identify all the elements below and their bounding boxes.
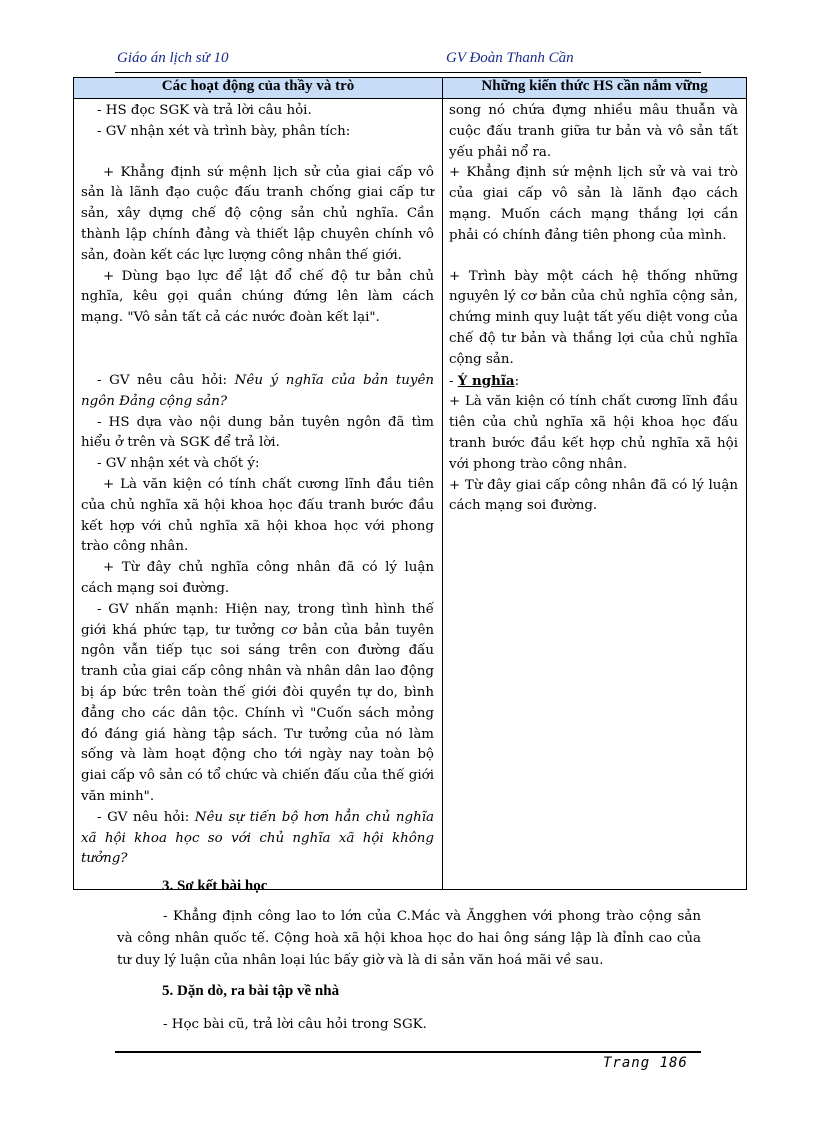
heading-prefix: - xyxy=(449,373,458,389)
activity-paragraph: - HS đọc SGK và trả lời câu hỏi. xyxy=(97,103,312,118)
knowledge-paragraph: + Khẳng định sứ mệnh lịch sử và vai trò của giai cấp vô sản là lãnh đạo cách mạng. Muốn cách mạng thắng lợi cần phải có chính đảng tiên phong của mình. xyxy=(449,165,738,243)
column-header-activities: Các hoạt động của thầy và trò xyxy=(74,78,443,99)
question-text: Nêu sự tiến bộ hơn hẳn chủ nghĩa xã hội khoa học so với chủ nghĩa xã hội không tưởng? xyxy=(81,809,434,867)
header-teacher-name: GV Đoàn Thanh Cần xyxy=(446,50,574,66)
activity-paragraph: - GV nhận xét và trình bày, phân tích: xyxy=(97,123,351,139)
section-5-text: - Học bài cũ, trả lời câu hỏi trong SGK. xyxy=(163,1017,427,1032)
knowledge-paragraph: + Từ đây giai cấp công nhân đã có lý luận cách mạng soi đường. xyxy=(449,477,738,514)
question-text: Nêu ý nghĩa của bản tuyên ngôn Đảng cộng sản? xyxy=(81,372,435,409)
activity-paragraph: + Từ đây chủ nghĩa công nhân đã có lý luận cách mạng soi đường. xyxy=(81,560,434,596)
header-divider xyxy=(115,72,701,73)
knowledge-paragraph: song nó chứa đựng nhiều mâu thuẫn và cuộc đấu tranh giữa tư bản và vô sản tất yếu phải nổ ra. xyxy=(449,103,738,160)
activity-paragraph: + Dùng bạo lực để lật đổ chế độ tư bản chủ nghĩa, kêu gọi quần chúng đứng lên làm cách mạng. "Vô sản tất cả các nước đoàn kết lại". xyxy=(81,268,434,326)
section-3-title: 3. Sơ kết bài học xyxy=(162,878,268,894)
header-left-title: Giáo án lịch sử 10 xyxy=(117,50,229,66)
lesson-table xyxy=(73,77,747,890)
question-prefix: - GV nêu câu hỏi: xyxy=(97,372,235,388)
heading-suffix: : xyxy=(514,373,520,389)
activity-paragraph: + Là văn kiện có tính chất cương lĩnh đầu tiên của chủ nghĩa xã hội khoa học đấu tranh bước đầu kết hợp với chủ nghĩa xã hội khoa học với phong trào công nhân. xyxy=(81,476,434,555)
activity-question xyxy=(81,808,434,870)
activities-cell xyxy=(74,99,443,890)
activity-paragraph: - HS dựa vào nội dung bản tuyên ngôn đã tìm hiểu ở trên và SGK để trả lời. xyxy=(81,414,434,451)
meaning-label: Ý nghĩa xyxy=(457,372,515,389)
knowledge-cell xyxy=(443,99,747,890)
section-5-title: 5. Dặn dò, ra bài tập về nhà xyxy=(162,983,340,999)
activity-question xyxy=(81,371,434,413)
knowledge-paragraph: + Trình bày một cách hệ thống những nguyên lý cơ bản của chủ nghĩa cộng sản, chứng minh quy luật tất yếu diệt vong của chế độ tư bản và thắng lợi của chủ nghĩa cộng sản. xyxy=(449,268,738,367)
footer-divider xyxy=(115,1051,701,1053)
column-header-knowledge: Những kiến thức HS cần nắm vững xyxy=(443,78,747,99)
section-3-text: - Khẳng định công lao to lớn của C.Mác và Ăngghen với phong trào cộng sản và công nhân quốc tế. Cộng hoà xã hội khoa học do hai ông sáng lập là đỉnh cao của tư duy lý luận của nhân loại lúc bấy giờ và là di sản văn hoá mãi về sau. xyxy=(117,909,701,968)
activity-paragraph: - GV nhận xét và chốt ý: xyxy=(97,456,260,472)
question-prefix: - GV nêu hỏi: xyxy=(97,809,195,825)
knowledge-heading xyxy=(449,371,738,393)
activity-paragraph: - GV nhấn mạnh: Hiện nay, trong tình hình thế giới khá phức tạp, tư tưởng cơ bản của bản tuyên ngôn vẫn tiếp tục soi sáng trên con đường đấu tranh của giai cấp công nhân và nhân dân lao động bị áp bức trên toàn thế giới đòi quyền tự do, bình đẳng cho các dân tộc. Chính vì "Cuốn sách mỏng đó đáng giá hàng tập sách. Tư tưởng của nó làm sống và làm hoạt động cho tới ngày nay toàn bộ giai cấp vô sản có tổ chức và chiến đấu của thế giới văn minh". xyxy=(81,601,434,804)
activity-paragraph: + Khẳng định sứ mệnh lịch sử của giai cấp vô sản là lãnh đạo cuộc đấu tranh chống giai cấp tư sản, xây dựng chế độ cộng sản chủ nghĩa. Cần thành lập chính đảng và thiết lập chuyên chính vô sản, đoàn kết các lực lượng công nhân thế giới. xyxy=(81,164,434,263)
page-number: Trang 186 xyxy=(603,1055,688,1071)
knowledge-paragraph: + Là văn kiện có tính chất cương lĩnh đầu tiên của chủ nghĩa xã hội khoa học đấu tranh bước đầu kết hợp chủ nghĩa xã hội với phong trào công nhân. xyxy=(449,394,738,472)
